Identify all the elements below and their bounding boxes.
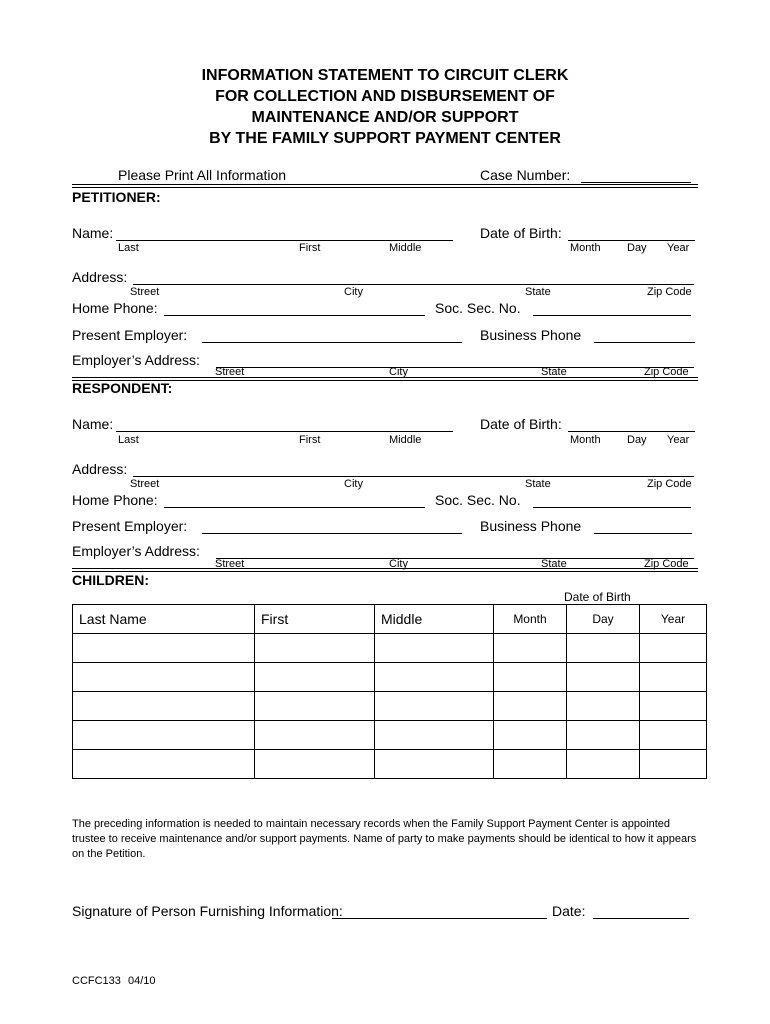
petitioner-emp-street-caption: Street [215,366,245,378]
petitioner-address-label: Address: [72,269,128,285]
respondent-name-label: Name: [72,416,114,432]
respondent-dob-field[interactable] [568,431,695,432]
respondent-street-caption: Street [130,478,160,490]
respondent-employer-field[interactable] [202,533,462,534]
petitioner-dob-label: Date of Birth: [480,225,562,241]
date-field[interactable] [593,918,689,919]
petitioner-address-field[interactable] [133,284,694,285]
petitioner-month-caption: Month [570,242,601,254]
table-row [73,692,707,721]
respondent-name-field[interactable] [116,431,453,432]
form-title-line-3: MAINTENANCE AND/OR SUPPORT [251,109,519,126]
column-last-name: Last Name [73,605,255,634]
respondent-address-label: Address: [72,461,128,477]
petitioner-last-caption: Last [118,242,139,254]
child-middle-cell[interactable] [375,692,494,721]
child-first-cell[interactable] [255,692,375,721]
child-last-name-cell[interactable] [73,692,255,721]
petitioner-emp-state-caption: State [541,366,567,378]
respondent-ssn-label: Soc. Sec. No. [435,492,521,508]
respondent-business-phone-label: Business Phone [480,518,582,534]
date-label: Date: [552,903,586,919]
respondent-home-phone-field[interactable] [164,507,425,508]
petitioner-city-caption: City [344,286,363,298]
petitioner-name-label: Name: [72,225,114,241]
child-month-cell[interactable] [494,692,567,721]
respondent-emp-city-caption: City [389,558,408,570]
respondent-zip-caption: Zip Code [647,478,692,490]
child-middle-cell[interactable] [375,750,494,779]
child-month-cell[interactable] [494,634,567,663]
petitioner-ssn-field[interactable] [533,315,691,316]
child-month-cell[interactable] [494,721,567,750]
child-day-cell[interactable] [567,634,640,663]
respondent-city-caption: City [344,478,363,490]
respondent-emp-state-caption: State [541,558,567,570]
case-number-label: Case Number: [480,167,571,183]
column-middle: Middle [375,605,494,634]
respondent-last-caption: Last [118,434,139,446]
petitioner-employer-address-field[interactable] [216,367,694,368]
child-last-name-cell[interactable] [73,634,255,663]
petitioner-zip-caption: Zip Code [647,286,692,298]
child-first-cell[interactable] [255,721,375,750]
child-month-cell[interactable] [494,663,567,692]
petitioner-home-phone-label: Home Phone: [72,300,158,316]
child-month-cell[interactable] [494,750,567,779]
children-dob-caption: Date of Birth [564,590,631,604]
respondent-divider [72,568,698,569]
petitioner-street-caption: Street [130,286,160,298]
table-row [73,750,707,779]
respondent-employer-address-label: Employer’s Address: [72,543,200,559]
petitioner-emp-city-caption: City [389,366,408,378]
signature-label: Signature of Person Furnishing Information: [72,903,343,919]
respondent-home-phone-label: Home Phone: [72,492,158,508]
respondent-ssn-field[interactable] [533,507,691,508]
petitioner-first-caption: First [299,242,321,254]
child-middle-cell[interactable] [375,634,494,663]
column-month: Month [494,605,567,634]
child-middle-cell[interactable] [375,663,494,692]
petitioner-employer-field[interactable] [202,342,462,343]
respondent-year-caption: Year [667,434,690,446]
child-day-cell[interactable] [567,692,640,721]
petitioner-day-caption: Day [627,242,647,254]
case-number-field[interactable] [581,182,691,183]
petitioner-employer-label: Present Employer: [72,327,188,343]
petitioner-state-caption: State [525,286,551,298]
petitioner-middle-caption: Middle [389,242,422,254]
column-day: Day [567,605,640,634]
column-year: Year [640,605,707,634]
print-note: Please Print All Information [118,167,287,183]
form-title-line-2: FOR COLLECTION AND DISBURSEMENT OF [215,88,555,105]
child-last-name-cell[interactable] [73,721,255,750]
respondent-emp-street-caption: Street [215,558,245,570]
respondent-divider-2 [72,571,698,572]
child-last-name-cell[interactable] [73,750,255,779]
petitioner-emp-zip-caption: Zip Code [644,366,689,378]
child-year-cell[interactable] [640,721,707,750]
table-row [73,721,707,750]
header-divider [72,184,698,185]
child-middle-cell[interactable] [375,721,494,750]
child-first-cell[interactable] [255,750,375,779]
child-day-cell[interactable] [567,663,640,692]
table-row [73,663,707,692]
respondent-business-phone-field[interactable] [594,533,692,534]
petitioner-dob-field[interactable] [568,240,695,241]
table-row [73,634,707,663]
form-title-line-4: BY THE FAMILY SUPPORT PAYMENT CENTER [209,130,561,147]
respondent-day-caption: Day [627,434,647,446]
petitioner-business-phone-label: Business Phone [480,327,582,343]
child-last-name-cell[interactable] [73,663,255,692]
form-revision: 04/10 [128,975,156,987]
child-year-cell[interactable] [640,634,707,663]
respondent-first-caption: First [299,434,321,446]
form-title-line-1: INFORMATION STATEMENT TO CIRCUIT CLERK [201,67,569,84]
respondent-heading: RESPONDENT: [72,380,173,396]
child-year-cell[interactable] [640,692,707,721]
respondent-state-caption: State [525,478,551,490]
petitioner-divider [72,377,698,378]
child-first-cell[interactable] [255,663,375,692]
column-first: First [255,605,375,634]
petitioner-heading: PETITIONER: [72,189,161,205]
child-first-cell[interactable] [255,634,375,663]
respondent-month-caption: Month [570,434,601,446]
children-table-header [73,605,707,634]
child-day-cell[interactable] [567,721,640,750]
notice-paragraph: The preceding information is needed to maintain necessary records when the Family Support Payment Center is appointed trustee to receive maintenance and/or support payments. Name of party to make payments should be identical to how it appears on the Petition. [72,818,697,860]
respondent-address-field[interactable] [133,476,694,477]
child-day-cell[interactable] [567,750,640,779]
respondent-employer-label: Present Employer: [72,518,188,534]
petitioner-ssn-label: Soc. Sec. No. [435,300,521,316]
respondent-dob-label: Date of Birth: [480,416,562,432]
form-id: CCFC133 [72,975,121,987]
respondent-middle-caption: Middle [389,434,422,446]
children-table [72,604,707,779]
petitioner-home-phone-field[interactable] [164,315,425,316]
header-divider-2 [72,187,698,188]
petitioner-business-phone-field[interactable] [594,342,695,343]
child-year-cell[interactable] [640,663,707,692]
children-heading: CHILDREN: [72,572,149,588]
petitioner-name-field[interactable] [116,240,453,241]
child-year-cell[interactable] [640,750,707,779]
signature-field[interactable] [332,918,547,919]
petitioner-year-caption: Year [667,242,690,254]
respondent-employer-address-field[interactable] [216,558,694,559]
petitioner-employer-address-label: Employer’s Address: [72,352,200,368]
respondent-emp-zip-caption: Zip Code [644,558,689,570]
